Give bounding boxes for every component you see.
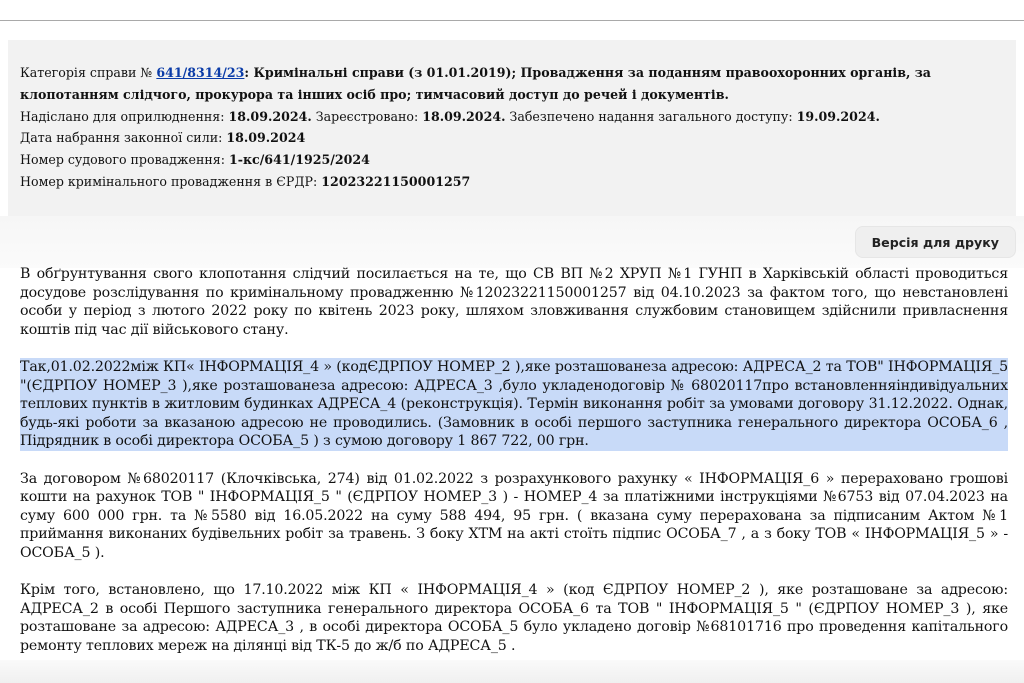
proceeding-value: 1-кс/641/1925/2024 <box>228 152 370 168</box>
category-text: : Кримінальні справи (з 01.01.2019); Провадження за поданням правоохоронних органів, за клопотанням слідчого, прокурора та інших осіб про; тимчасовий доступ до речей і документів. <box>20 65 931 102</box>
effective-label: Дата набрання законної сили: <box>20 130 223 146</box>
top-divider <box>0 0 1024 21</box>
sent-value: 18.09.2024. <box>228 108 312 124</box>
erdr-line <box>20 171 1004 193</box>
effective-value: 18.09.2024 <box>226 130 306 146</box>
access-label: Забезпечено надання загального доступу: <box>509 108 793 124</box>
registered-value: 18.09.2024. <box>422 108 506 124</box>
case-metadata-panel <box>8 40 1016 216</box>
selected-paragraph: Так,01.02.2022між КП« ІНФОРМАЦІЯ_4 » (кодЄДРПОУ НОМЕР_2 ),яке розташованеза адресою: АДРЕСА_2 та ТОВ" ІНФОРМАЦІЯ_5 "(ЄДРПОУ НОМЕР_3 ),яке розташованеза адресою: АДРЕСА_3 ,було укладенодоговір № 68020117про встановленняіндивідуальних теплових пунктів в житловим будинках АДРЕСА_4 (реконструкція). Термін виконання робіт за умовами договору 31.12.2022. Однак, будь-які роботи за вказаною адресою не проводились. (Замовник в особі першого заступника генерального директора ОСОБА_6 , Підрядник в особі директора ОСОБА_5 ) з сумою договору 1 867 722, 00 грн. <box>20 358 1008 450</box>
effective-date-line <box>20 127 1004 149</box>
paragraph: За договором №68020117 (Клочківська, 274) від 01.02.2022 з розрахункового рахунку « ІНФОРМАЦІЯ_6 » перераховано грошові кошти на рахунок ТОВ " ІНФОРМАЦІЯ_5 " (ЄДРПОУ НОМЕР_3 ) - НОМЕР_4 за платіжними інструкціями №6753 від 07.04.2023 на суму 600 000 грн. та №5580 від 16.05.2022 на суму 588 494, 95 грн. ( вказана суму перерахована за підписаним Актом №1 приймання виконаних будівельних робіт за травень. З боку ХТМ на акті стоїть підпис ОСОБА_7 , а з боку ТОВ « ІНФОРМАЦІЯ_5 » - ОСОБА_5 ). <box>20 470 1008 561</box>
paragraph: Крім того, встановлено, що 17.10.2022 між КП « ІНФОРМАЦІЯ_4 » (код ЄДРПОУ НОМЕР_2 ), яке розташоване за адресою: АДРЕСА_2 в особі Першого заступника генерального директора ОСОБА_6 та ТОВ " ІНФОРМАЦІЯ_5 " (ЄДРПОУ НОМЕР_3 ), яке розташоване за адресою: АДРЕСА_3 , в особі директора ОСОБА_5 було укладено договір №68101716 про проведення капітального ремонту теплових мереж на ділянці від ТК-5 до ж/б по АДРЕСА_5 . <box>20 582 1008 654</box>
bottom-edge <box>0 660 1024 683</box>
court-proceeding-line <box>20 149 1004 171</box>
document-body <box>20 262 1008 660</box>
sent-label: Надіслано для оприлюднення: <box>20 108 225 124</box>
erdr-value: 12023221150001257 <box>321 173 471 189</box>
erdr-label: Номер кримінального провадження в ЄРДР: <box>20 173 318 189</box>
dates-line <box>20 106 1004 128</box>
paragraph: В обґрунтування свого клопотання слідчий посилається на те, що СВ ВП №2 ХРУП №1 ГУНП в Харківській області проводиться досудове розслідування по кримінальному провадженню №12023221150001257 від 04.10.2023 за фактом того, що невстановлені особи у період з лютого 2022 року по квітень 2023 року, шляхом зловживання службовим становищем здійснили привласнення коштів під час дії військового стану. <box>20 266 1008 338</box>
case-category-line <box>20 62 1004 106</box>
category-label: Категорія справи № <box>20 65 153 80</box>
case-number-link[interactable]: 641/8314/23 <box>156 65 245 80</box>
access-value: 19.09.2024. <box>796 108 880 124</box>
print-version-button[interactable]: Версія для друку <box>855 226 1016 258</box>
proceeding-label: Номер судового провадження: <box>20 152 225 168</box>
registered-label: Зареєстровано: <box>315 108 419 124</box>
